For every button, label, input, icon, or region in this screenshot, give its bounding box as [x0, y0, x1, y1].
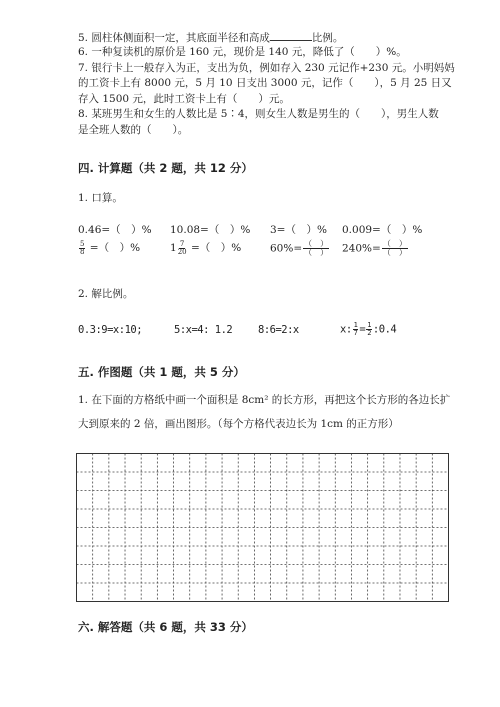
question-7-line-3: 存入 1500 元，此时工资卡上有（ ）元。 — [78, 93, 290, 105]
section-4-title: 四. 计算题（共 2 题，共 12 分） — [78, 161, 253, 175]
question-5 — [78, 30, 343, 45]
fraction: $\frac{1}{7}$ — [353, 321, 358, 337]
calc-item-5: $\frac{5}{8}$ =（ ）% — [80, 239, 141, 256]
calc-item-7: 60%= $\frac{( )}{( )}$ — [270, 239, 329, 257]
calc-item-3: 3=（ ）% — [270, 224, 327, 236]
proportion-2: 5:x=4: 1.2 — [174, 324, 233, 336]
fraction: $\frac{7}{20}$ — [177, 239, 187, 256]
fraction: $\frac{5}{8}$ — [80, 239, 85, 256]
question-8-line-1: 8. 某班男生和女生的人数比是 5∶4，则女生人数是男生的（ ），男生人数 — [78, 108, 439, 120]
calc-item-1: 0.46=（ ）% — [78, 224, 152, 236]
fraction: $\frac{( )}{( )}$ — [304, 239, 329, 257]
question-7-line-1: 7. 银行卡上一般存入为正，支出为负，例如存入 230 元记作+230 元。小明妈妈 — [78, 62, 455, 74]
question-5-tail: 比例。 — [311, 32, 344, 44]
question-6: 6. 一种复读机的原价是 160 元，现价是 140 元，降低了（ ）%。 — [78, 46, 407, 58]
section-5-question-1-line-2: 大到原来的 2 倍，画出图形。（每个方格代表边长为 1cm 的正方形） — [78, 418, 399, 430]
calc-item-8: 240%= $\frac{( )}{( )}$ — [342, 239, 407, 257]
section-5-question-1-line-1: 1. 在下面的方格纸中画一个面积是 8cm² 的长方形，再把这个长方形的各边长扩 — [78, 394, 451, 406]
question-8-line-2: 是全班人数的（ ）。 — [78, 124, 189, 136]
fraction: $\frac{( )}{( )}$ — [382, 239, 407, 257]
calc-item-2: 10.08=（ ）% — [170, 224, 251, 236]
calc-item-4: 0.009=（ ）% — [342, 224, 423, 236]
section-4-sub-2: 2. 解比例。 — [78, 288, 134, 300]
section-6-title: 六. 解答题（共 6 题，共 33 分） — [78, 620, 253, 634]
fraction: $\frac{1}{2}$ — [367, 321, 371, 337]
proportion-4: x: $\frac{1}{7}$ = $\frac{1}{2}$ :0.4 — [340, 321, 397, 337]
answer-blank — [270, 30, 312, 41]
drawing-grid[interactable] — [75, 452, 450, 608]
section-5-title: 五. 作图题（共 1 题，共 5 分） — [78, 365, 245, 379]
proportion-1: 0.3:9=x:10; — [78, 324, 143, 336]
question-7-line-2: 的工资卡上有 8000 元，5 月 10 日支出 3000 元，记作（ ），5 月 25 日又 — [78, 77, 452, 89]
calc-item-6: 1 $\frac{7}{20}$ =（ ）% — [170, 239, 242, 256]
grid-paper[interactable] — [75, 452, 450, 604]
proportion-3: 8:6=2:x — [258, 324, 299, 336]
section-4-sub-1: 1. 口算。 — [78, 192, 123, 204]
question-5-text: 5. 圆柱体侧面积一定，其底面半径和高成 — [78, 32, 270, 44]
